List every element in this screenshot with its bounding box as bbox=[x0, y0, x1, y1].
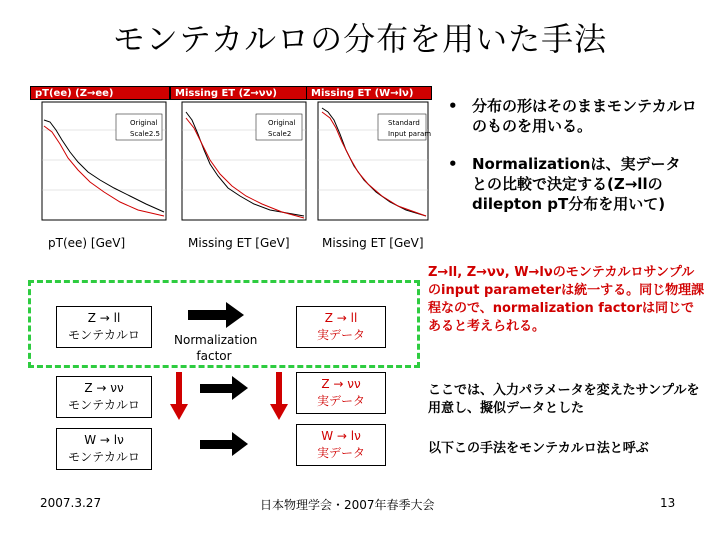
description-pseudo-data: ここでは、入力パラメータを変えたサンプルを用意し、擬似データとした bbox=[428, 383, 700, 416]
page-number: 13 bbox=[660, 496, 676, 510]
wlv-data-line1: W → lν bbox=[321, 429, 361, 443]
zvv-mc-box bbox=[56, 376, 152, 418]
plot3 bbox=[306, 100, 432, 230]
zll-data-line1: Z → ll bbox=[324, 311, 358, 325]
bullet-1-text: 分布の形はそのままモンテカルロのものを用いる。 bbox=[472, 97, 697, 135]
wlv-mc-line1: W → lν bbox=[84, 433, 124, 447]
plot1-legend-1: Scale2.5 bbox=[130, 130, 160, 138]
bullet-dot-icon: • bbox=[448, 155, 458, 173]
description-unified-input: Z→ll, Z→νν, W→lνのモンテカルロサンプルのinput parameterは統一する。同じ物理課程なので、normalization factorは同じであると考えられる。 bbox=[428, 265, 705, 334]
plot2-label: Missing ET (Z→νν) bbox=[170, 86, 310, 100]
zll-data-box bbox=[296, 306, 386, 348]
description-method-name: 以下この手法をモンテカルロ法と呼ぶ bbox=[428, 441, 649, 456]
plot3-legend-1: Input param bbox=[388, 130, 432, 138]
plot1-svg bbox=[30, 100, 170, 230]
plot2-svg bbox=[170, 100, 310, 230]
normalization-arrow-icon bbox=[188, 302, 244, 328]
plot3-legend-0: Standard bbox=[388, 119, 420, 127]
normalization-label bbox=[174, 332, 258, 364]
bullet-2 bbox=[448, 154, 693, 214]
footer-meeting: 日本物理学会・2007年春季大会 bbox=[260, 498, 435, 512]
vvmc-arrow-icon bbox=[200, 376, 248, 400]
wlv-mc-line2: モンテカルロ bbox=[68, 450, 140, 464]
zvv-data-box bbox=[296, 372, 386, 414]
slide-title: モンテカルロの分布を用いた手法 bbox=[112, 20, 608, 58]
arrows-area bbox=[160, 296, 300, 476]
plot1-legend-0: Original bbox=[130, 119, 158, 127]
plot1-label: pT(ee) (Z→ee) bbox=[30, 86, 170, 100]
zll-mc-line1: Z → ll bbox=[87, 311, 121, 325]
wlvmc-arrow-icon bbox=[200, 432, 248, 456]
plot3-svg bbox=[306, 100, 432, 230]
zvv-data-line1: Z → νν bbox=[321, 377, 361, 391]
bullet-dot-icon: • bbox=[448, 97, 458, 115]
zvv-data-line2: 実データ bbox=[316, 394, 365, 408]
wlv-data-box bbox=[296, 424, 386, 466]
normalization-line2: factor bbox=[196, 349, 232, 363]
zvv-mc-line1: Z → νν bbox=[84, 381, 124, 395]
plot1-xlabel: pT(ee) [GeV] bbox=[48, 236, 126, 250]
zll-mc-box bbox=[56, 306, 152, 348]
wlv-mc-box bbox=[56, 428, 152, 470]
plot1 bbox=[30, 100, 170, 230]
wlv-data-line2: 実データ bbox=[316, 446, 365, 460]
red-down-arrow-icon bbox=[170, 372, 188, 420]
bullet-2-text: Normalizationは、実データとの比較で決定する(Z→llのdilepton pT分布を用いて) bbox=[472, 155, 681, 213]
plot2-xlabel: Missing ET [GeV] bbox=[188, 236, 290, 250]
zll-mc-line2: モンテカルロ bbox=[68, 328, 140, 342]
red-down-arrow-icon bbox=[270, 372, 288, 420]
bullet-1 bbox=[448, 96, 708, 136]
normalization-line1: Normalization bbox=[174, 333, 258, 347]
footer-date: 2007.3.27 bbox=[40, 496, 102, 510]
plot2 bbox=[170, 100, 310, 230]
plot3-label: Missing ET (W→lν) bbox=[306, 86, 432, 100]
zll-data-line2: 実データ bbox=[316, 328, 365, 342]
zvv-mc-line2: モンテカルロ bbox=[68, 398, 140, 412]
plot2-legend-1: Scale2 bbox=[268, 130, 292, 138]
plot3-xlabel: Missing ET [GeV] bbox=[322, 236, 424, 250]
plot2-legend-0: Original bbox=[268, 119, 296, 127]
